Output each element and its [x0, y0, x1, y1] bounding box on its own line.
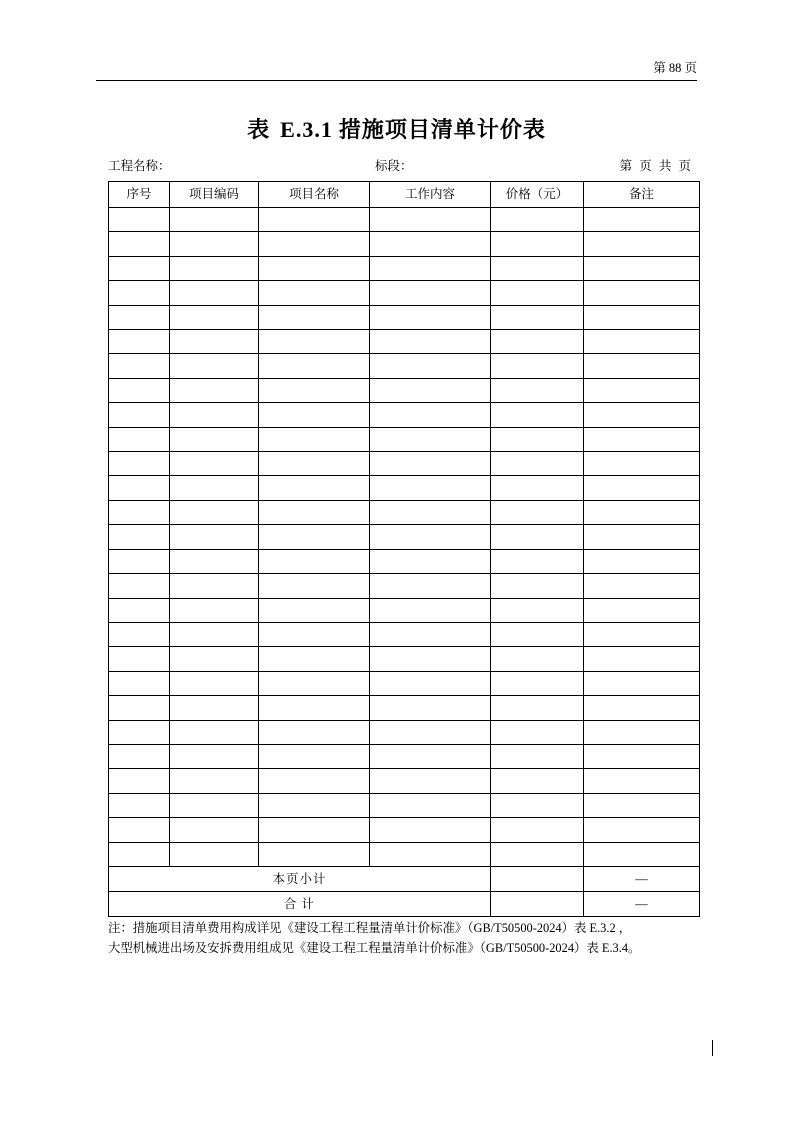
- cell-work[interactable]: [370, 818, 491, 842]
- table-row[interactable]: [109, 671, 700, 695]
- table-row[interactable]: [109, 330, 700, 354]
- cell-seq[interactable]: [109, 403, 170, 427]
- cell-work[interactable]: [370, 378, 491, 402]
- table-row[interactable]: [109, 696, 700, 720]
- table-row[interactable]: [109, 720, 700, 744]
- cell-seq[interactable]: [109, 647, 170, 671]
- table-row[interactable]: [109, 549, 700, 573]
- cell-price[interactable]: [491, 208, 584, 232]
- cell-code[interactable]: [170, 769, 259, 793]
- cell-seq[interactable]: [109, 769, 170, 793]
- cell-code[interactable]: [170, 330, 259, 354]
- cell-note[interactable]: [584, 671, 700, 695]
- cell-price[interactable]: [491, 793, 584, 817]
- cell-work[interactable]: [370, 647, 491, 671]
- cell-code[interactable]: [170, 525, 259, 549]
- cell-note[interactable]: [584, 720, 700, 744]
- cell-seq[interactable]: [109, 574, 170, 598]
- cell-note[interactable]: [584, 427, 700, 451]
- cell-work[interactable]: [370, 769, 491, 793]
- table-row[interactable]: [109, 354, 700, 378]
- table-row[interactable]: [109, 452, 700, 476]
- cell-price[interactable]: [491, 720, 584, 744]
- cell-seq[interactable]: [109, 525, 170, 549]
- table-row[interactable]: [109, 842, 700, 866]
- cell-work[interactable]: [370, 671, 491, 695]
- cell-note[interactable]: [584, 549, 700, 573]
- cell-note[interactable]: [584, 281, 700, 305]
- table-row[interactable]: [109, 476, 700, 500]
- cell-price[interactable]: [491, 574, 584, 598]
- cell-seq[interactable]: [109, 500, 170, 524]
- cell-code[interactable]: [170, 281, 259, 305]
- cell-note[interactable]: [584, 793, 700, 817]
- cell-price[interactable]: [491, 696, 584, 720]
- cell-work[interactable]: [370, 452, 491, 476]
- summary-row: [109, 891, 700, 916]
- cell-seq[interactable]: [109, 330, 170, 354]
- cell-code[interactable]: [170, 208, 259, 232]
- cell-code[interactable]: [170, 622, 259, 646]
- page-number: 第 88 页: [653, 61, 697, 75]
- cell-code[interactable]: [170, 476, 259, 500]
- table-row[interactable]: [109, 427, 700, 451]
- cell-name[interactable]: [259, 720, 370, 744]
- cell-name[interactable]: [259, 378, 370, 402]
- cell-seq[interactable]: [109, 256, 170, 280]
- cell-name[interactable]: [259, 208, 370, 232]
- footnote-line-1: 注：措施项目清单费用构成详见《建设工程工程量清单计价标准》（GB/T50500-2024）表 E.3.2 ，: [108, 921, 632, 935]
- table-body: [109, 208, 700, 867]
- cell-price[interactable]: [491, 281, 584, 305]
- cell-price[interactable]: [491, 403, 584, 427]
- summary-label: 本页小计: [109, 866, 491, 891]
- cell-work[interactable]: [370, 330, 491, 354]
- cell-work[interactable]: [370, 305, 491, 329]
- summary-note: —: [584, 891, 700, 916]
- cell-name[interactable]: [259, 671, 370, 695]
- table-row[interactable]: [109, 525, 700, 549]
- cell-code[interactable]: [170, 452, 259, 476]
- cell-seq[interactable]: [109, 744, 170, 768]
- cell-name[interactable]: [259, 598, 370, 622]
- meta-row: [108, 156, 693, 174]
- cell-code[interactable]: [170, 305, 259, 329]
- cell-work[interactable]: [370, 549, 491, 573]
- cell-work[interactable]: [370, 500, 491, 524]
- cell-seq[interactable]: [109, 622, 170, 646]
- cell-price[interactable]: [491, 476, 584, 500]
- cell-seq[interactable]: [109, 818, 170, 842]
- cell-seq[interactable]: [109, 427, 170, 451]
- cell-price[interactable]: [491, 842, 584, 866]
- cell-seq[interactable]: [109, 549, 170, 573]
- cell-note[interactable]: [584, 256, 700, 280]
- table-row[interactable]: [109, 403, 700, 427]
- cell-code[interactable]: [170, 647, 259, 671]
- title-table-number: E.3.1: [280, 117, 333, 142]
- cell-work[interactable]: [370, 525, 491, 549]
- table-row[interactable]: [109, 818, 700, 842]
- table-row[interactable]: [109, 769, 700, 793]
- cell-seq[interactable]: [109, 281, 170, 305]
- cell-name[interactable]: [259, 549, 370, 573]
- table-row[interactable]: [109, 500, 700, 524]
- summary-label: 合 计: [109, 891, 491, 916]
- summary-price[interactable]: [491, 866, 584, 891]
- cell-name[interactable]: [259, 281, 370, 305]
- table-row[interactable]: [109, 208, 700, 232]
- cell-note[interactable]: [584, 622, 700, 646]
- footnote: [108, 918, 708, 958]
- cell-seq[interactable]: [109, 208, 170, 232]
- table-row[interactable]: [109, 598, 700, 622]
- cell-name[interactable]: [259, 696, 370, 720]
- cell-seq[interactable]: [109, 842, 170, 866]
- table-header: [109, 182, 700, 208]
- cell-name[interactable]: [259, 769, 370, 793]
- column-header-work: 工作内容: [370, 182, 491, 208]
- cell-work[interactable]: [370, 476, 491, 500]
- cell-price[interactable]: [491, 452, 584, 476]
- margin-mark: [712, 1040, 713, 1056]
- cell-name[interactable]: [259, 622, 370, 646]
- cell-seq[interactable]: [109, 476, 170, 500]
- cell-code[interactable]: [170, 818, 259, 842]
- footnote-line-2: 大型机械进出场及安拆费用组成见《建设工程工程量清单计价标准》（GB/T50500-2024）表 E.3.4。: [108, 941, 641, 955]
- cell-price[interactable]: [491, 330, 584, 354]
- page-header: [96, 58, 697, 81]
- cell-note[interactable]: [584, 500, 700, 524]
- table-row[interactable]: [109, 256, 700, 280]
- cell-price[interactable]: [491, 354, 584, 378]
- cell-note[interactable]: [584, 330, 700, 354]
- measure-items-table-wrap: [108, 181, 693, 917]
- cell-name[interactable]: [259, 793, 370, 817]
- cell-name[interactable]: [259, 232, 370, 256]
- cell-work[interactable]: [370, 403, 491, 427]
- cell-work[interactable]: [370, 744, 491, 768]
- cell-name[interactable]: [259, 427, 370, 451]
- cell-price[interactable]: [491, 256, 584, 280]
- column-header-price: 价格（元）: [491, 182, 584, 208]
- table-row[interactable]: [109, 232, 700, 256]
- cell-work[interactable]: [370, 281, 491, 305]
- cell-note[interactable]: [584, 452, 700, 476]
- title-text: 措施项目清单计价表: [338, 117, 546, 142]
- cell-note[interactable]: [584, 476, 700, 500]
- cell-work[interactable]: [370, 720, 491, 744]
- cell-seq[interactable]: [109, 720, 170, 744]
- cell-code[interactable]: [170, 671, 259, 695]
- cell-price[interactable]: [491, 671, 584, 695]
- cell-name[interactable]: [259, 574, 370, 598]
- cell-note[interactable]: [584, 769, 700, 793]
- cell-code[interactable]: [170, 793, 259, 817]
- summary-price[interactable]: [491, 891, 584, 916]
- table-header-row: [109, 182, 700, 208]
- cell-work[interactable]: [370, 354, 491, 378]
- cell-seq[interactable]: [109, 793, 170, 817]
- cell-name[interactable]: [259, 452, 370, 476]
- cell-note[interactable]: [584, 403, 700, 427]
- cell-name[interactable]: [259, 305, 370, 329]
- cell-code[interactable]: [170, 842, 259, 866]
- cell-seq[interactable]: [109, 378, 170, 402]
- cell-seq[interactable]: [109, 452, 170, 476]
- measure-items-table: [108, 181, 700, 917]
- table-row[interactable]: [109, 622, 700, 646]
- cell-note[interactable]: [584, 574, 700, 598]
- cell-work[interactable]: [370, 256, 491, 280]
- cell-name[interactable]: [259, 256, 370, 280]
- cell-price[interactable]: [491, 744, 584, 768]
- section-label: 标段：: [375, 159, 413, 173]
- cell-code[interactable]: [170, 427, 259, 451]
- cell-work[interactable]: [370, 598, 491, 622]
- cell-work[interactable]: [370, 622, 491, 646]
- column-header-seq: 序号: [109, 182, 170, 208]
- cell-work[interactable]: [370, 842, 491, 866]
- table-row[interactable]: [109, 378, 700, 402]
- cell-code[interactable]: [170, 574, 259, 598]
- cell-note[interactable]: [584, 818, 700, 842]
- cell-note[interactable]: [584, 598, 700, 622]
- cell-price[interactable]: [491, 549, 584, 573]
- cell-price[interactable]: [491, 647, 584, 671]
- cell-work[interactable]: [370, 793, 491, 817]
- page-of-label: 第 页 共 页: [619, 159, 693, 173]
- cell-price[interactable]: [491, 378, 584, 402]
- cell-note[interactable]: [584, 354, 700, 378]
- summary-note: —: [584, 866, 700, 891]
- cell-seq[interactable]: [109, 696, 170, 720]
- cell-code[interactable]: [170, 256, 259, 280]
- cell-name[interactable]: [259, 354, 370, 378]
- cell-note[interactable]: [584, 305, 700, 329]
- cell-work[interactable]: [370, 574, 491, 598]
- column-header-name: 项目名称: [259, 182, 370, 208]
- page-title: [0, 113, 793, 144]
- table-footer: [109, 866, 700, 916]
- cell-price[interactable]: [491, 232, 584, 256]
- cell-name[interactable]: [259, 403, 370, 427]
- cell-work[interactable]: [370, 232, 491, 256]
- title-prefix: 表: [247, 117, 271, 142]
- cell-note[interactable]: [584, 842, 700, 866]
- cell-name[interactable]: [259, 744, 370, 768]
- cell-code[interactable]: [170, 378, 259, 402]
- cell-seq[interactable]: [109, 671, 170, 695]
- table-row[interactable]: [109, 281, 700, 305]
- cell-note[interactable]: [584, 208, 700, 232]
- cell-price[interactable]: [491, 769, 584, 793]
- cell-name[interactable]: [259, 647, 370, 671]
- cell-seq[interactable]: [109, 232, 170, 256]
- cell-note[interactable]: [584, 744, 700, 768]
- column-header-note: 备注: [584, 182, 700, 208]
- cell-name[interactable]: [259, 476, 370, 500]
- cell-code[interactable]: [170, 549, 259, 573]
- cell-code[interactable]: [170, 403, 259, 427]
- cell-name[interactable]: [259, 525, 370, 549]
- table-row[interactable]: [109, 574, 700, 598]
- project-name-label: 工程名称：: [108, 159, 171, 173]
- cell-note[interactable]: [584, 232, 700, 256]
- cell-work[interactable]: [370, 208, 491, 232]
- summary-row: [109, 866, 700, 891]
- cell-note[interactable]: [584, 647, 700, 671]
- cell-code[interactable]: [170, 744, 259, 768]
- cell-price[interactable]: [491, 525, 584, 549]
- cell-name[interactable]: [259, 842, 370, 866]
- cell-price[interactable]: [491, 500, 584, 524]
- cell-name[interactable]: [259, 818, 370, 842]
- cell-price[interactable]: [491, 598, 584, 622]
- cell-name[interactable]: [259, 500, 370, 524]
- cell-seq[interactable]: [109, 354, 170, 378]
- cell-price[interactable]: [491, 818, 584, 842]
- cell-code[interactable]: [170, 500, 259, 524]
- cell-price[interactable]: [491, 622, 584, 646]
- cell-code[interactable]: [170, 354, 259, 378]
- table-row[interactable]: [109, 305, 700, 329]
- cell-seq[interactable]: [109, 598, 170, 622]
- cell-price[interactable]: [491, 427, 584, 451]
- cell-work[interactable]: [370, 696, 491, 720]
- table-row[interactable]: [109, 793, 700, 817]
- cell-work[interactable]: [370, 427, 491, 451]
- table-row[interactable]: [109, 647, 700, 671]
- cell-note[interactable]: [584, 696, 700, 720]
- table-row[interactable]: [109, 744, 700, 768]
- cell-code[interactable]: [170, 232, 259, 256]
- cell-seq[interactable]: [109, 305, 170, 329]
- column-header-code: 项目编码: [170, 182, 259, 208]
- cell-code[interactable]: [170, 696, 259, 720]
- cell-code[interactable]: [170, 720, 259, 744]
- cell-note[interactable]: [584, 525, 700, 549]
- cell-name[interactable]: [259, 330, 370, 354]
- cell-note[interactable]: [584, 378, 700, 402]
- cell-price[interactable]: [491, 305, 584, 329]
- cell-code[interactable]: [170, 598, 259, 622]
